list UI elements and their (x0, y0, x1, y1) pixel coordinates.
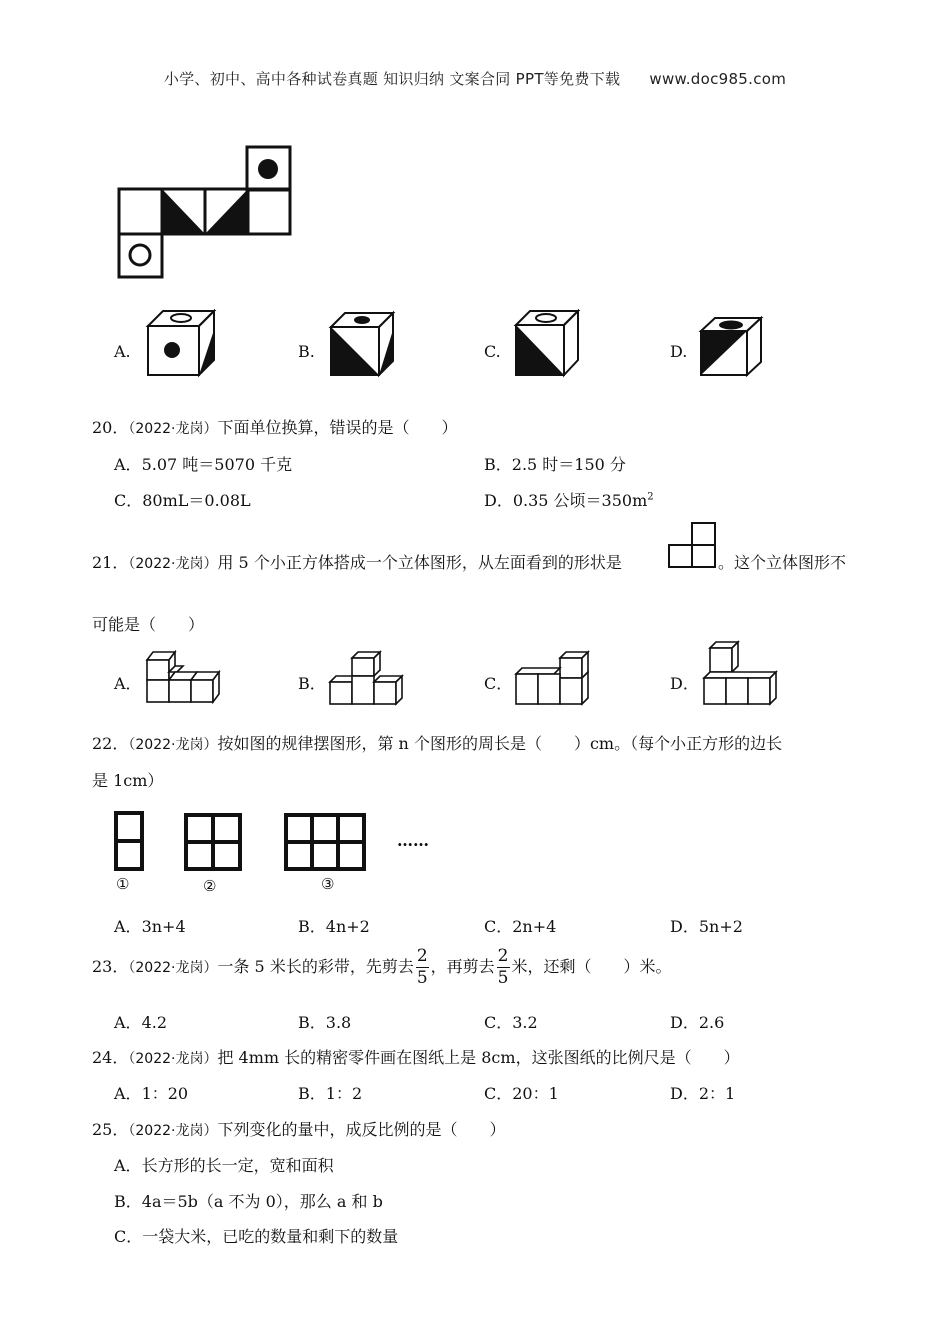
q25-tag: （2022·龙岗） (128, 1123, 218, 1139)
q24-option-d-text: 2：1 (698, 1084, 736, 1103)
q23-option-b-label: B． (298, 1013, 326, 1032)
cube-option-b-icon[interactable] (328, 310, 396, 378)
q22-option-d-text: 5n+2 (698, 917, 743, 936)
q23-option-c[interactable] (484, 1010, 538, 1033)
q20-option-a-label: A． (114, 455, 142, 474)
q21-stem2: 。这个立体图形不 (718, 553, 847, 572)
question-24 (92, 1045, 740, 1068)
q25-option-b-label: B． (114, 1192, 142, 1211)
header-text: 小学、初中、高中各种试卷真题 知识归纳 文案合同 PPT等免费下载 (163, 70, 621, 88)
q23-option-d[interactable] (670, 1010, 724, 1033)
q22-option-d-label: D． (670, 917, 699, 936)
pattern-ellipsis: …… (397, 831, 429, 850)
block-option-b-icon[interactable] (326, 650, 406, 708)
q24-option-b-text: 1：2 (325, 1084, 363, 1103)
q25-option-b[interactable] (114, 1189, 383, 1212)
q23-option-d-label: D． (670, 1013, 699, 1032)
q22-option-c-text: 2n+4 (512, 917, 557, 936)
q21-number: 21． (92, 553, 129, 572)
q22-option-b[interactable] (298, 914, 370, 937)
question-20 (92, 415, 457, 438)
pattern-label-3: ③ (321, 875, 335, 893)
q23-tag: （2022·龙岗） (128, 960, 218, 976)
q20-number: 20． (92, 418, 129, 437)
q20-option-c[interactable] (114, 488, 251, 511)
q23-option-a-label: A． (114, 1013, 142, 1032)
pattern-figure-2 (182, 812, 244, 872)
q22-option-a-text: 3n+4 (141, 917, 186, 936)
q20-tag: （2022·龙岗） (128, 421, 218, 437)
q20-option-d[interactable] (484, 488, 654, 511)
q21-option-b-label[interactable]: B． (298, 674, 326, 693)
q23-option-a-text: 4.2 (141, 1013, 168, 1032)
q25-option-a-text: 长方形的长一定，宽和面积 (141, 1156, 334, 1175)
q21-option-d-label[interactable]: D． (670, 674, 699, 693)
q23-frac2-den: 5 (497, 968, 509, 988)
q23-option-b[interactable] (298, 1010, 351, 1033)
q24-number: 24． (92, 1048, 129, 1067)
q23-option-a[interactable] (114, 1010, 167, 1033)
pattern-figure-1 (112, 810, 146, 872)
page-header (0, 68, 950, 89)
pattern-label-1: ① (116, 875, 130, 893)
block-option-c-icon[interactable] (512, 648, 594, 708)
q20-option-a-text: 5.07 吨＝5070 千克 (141, 455, 293, 474)
q22-stem2: 是 1cm） (92, 771, 164, 790)
q24-option-b[interactable] (298, 1081, 362, 1104)
q25-option-c[interactable] (114, 1224, 398, 1247)
question-23 (92, 948, 672, 987)
q23-stem3: 米，还剩（ ）米。 (511, 957, 672, 976)
q23-fraction-1 (416, 948, 429, 987)
q25-stem: 下列变化的量中，成反比例的是（ ） (217, 1120, 506, 1139)
q23-option-c-text: 3.2 (512, 1013, 538, 1032)
q24-option-c[interactable] (484, 1081, 559, 1104)
q24-tag: （2022·龙岗） (128, 1051, 218, 1067)
block-option-d-icon[interactable] (700, 640, 780, 708)
question-21-line1 (92, 550, 622, 573)
q20-option-c-label: C． (114, 491, 143, 510)
q20-option-b[interactable] (484, 452, 626, 475)
q24-option-c-text: 20：1 (512, 1084, 559, 1103)
q19-option-b-label[interactable]: B. (298, 342, 315, 361)
q22-option-b-label: B． (298, 917, 326, 936)
pattern-label-2: ② (203, 877, 217, 895)
q21-stem1: 用 5 个小正方体搭成一个立体图形，从左面看到的形状是 (217, 553, 622, 572)
q24-option-a-text: 1：20 (141, 1084, 189, 1103)
q22-option-a-label: A． (114, 917, 142, 936)
q22-option-c[interactable] (484, 914, 556, 937)
q20-stem: 下面单位换算，错误的是（ ） (217, 418, 458, 437)
q22-number: 22． (92, 734, 129, 753)
q22-stem1: 按如图的规律摆图形，第 n 个图形的周长是（ ）cm。（每个小正方形的边长 (217, 734, 783, 753)
q20-option-d-label: D． (484, 491, 513, 510)
q22-option-d[interactable] (670, 914, 743, 937)
q25-option-a-label: A． (114, 1156, 142, 1175)
q25-option-a[interactable] (114, 1153, 334, 1176)
question-22-line1 (92, 731, 782, 754)
q22-tag: （2022·龙岗） (128, 737, 218, 753)
cube-option-a-icon[interactable] (145, 308, 217, 378)
q22-option-a[interactable] (114, 914, 186, 937)
q23-stem1: 一条 5 米长的彩带，先剪去 (217, 957, 414, 976)
header-site: www.doc985.com (649, 70, 787, 88)
q20-option-c-text: 80mL＝0.08L (142, 491, 251, 510)
block-option-a-icon[interactable] (143, 646, 227, 708)
q25-number: 25． (92, 1120, 129, 1139)
q19-option-a-label[interactable]: A. (114, 342, 131, 361)
cube-option-c-icon[interactable] (513, 308, 581, 378)
q23-option-d-text: 2.6 (698, 1013, 725, 1032)
q24-option-a[interactable] (114, 1081, 188, 1104)
q19-option-d-label[interactable]: D. (670, 342, 688, 361)
cube-option-d-icon[interactable] (698, 315, 764, 378)
q25-option-b-text: 4a＝5b（a 不为 0），那么 a 和 b (141, 1192, 383, 1211)
cube-net-figure (112, 142, 297, 284)
q24-option-a-label: A． (114, 1084, 142, 1103)
q20-option-b-text: 2.5 时＝150 分 (511, 455, 626, 474)
q22-option-c-label: C． (484, 917, 513, 936)
q21-option-a-label[interactable]: A． (114, 674, 142, 693)
q21-tag: （2022·龙岗） (128, 556, 218, 572)
left-view-icon (666, 521, 718, 569)
q23-frac1-num: 2 (416, 946, 428, 966)
q23-stem2: ，再剪去 (430, 957, 495, 976)
q23-frac1-den: 5 (416, 968, 428, 988)
q24-stem: 把 4mm 长的精密零件画在图纸上是 8cm，这张图纸的比例尺是（ ） (217, 1048, 740, 1067)
q20-option-d-text: 0.35 公顷＝350m (512, 491, 648, 510)
pattern-figure-3 (282, 812, 368, 872)
q24-option-c-label: C． (484, 1084, 513, 1103)
q25-option-c-label: C． (114, 1227, 143, 1246)
q24-option-d[interactable] (670, 1081, 735, 1104)
q21-stem3: 可能是（ ） (92, 615, 205, 634)
q23-number: 23． (92, 957, 129, 976)
q24-option-d-label: D． (670, 1084, 699, 1103)
q23-option-c-label: C． (484, 1013, 513, 1032)
q20-option-b-label: B． (484, 455, 512, 474)
q21-option-c-label[interactable]: C． (484, 674, 513, 693)
q25-option-c-text: 一袋大米，已吃的数量和剩下的数量 (142, 1227, 399, 1246)
q23-frac2-num: 2 (497, 946, 509, 966)
question-25 (92, 1117, 505, 1140)
q20-option-d-sup: 2 (647, 491, 654, 503)
q24-option-b-label: B． (298, 1084, 326, 1103)
q23-fraction-2 (497, 948, 510, 987)
q19-option-c-label[interactable]: C. (484, 342, 501, 361)
q22-option-b-text: 4n+2 (325, 917, 370, 936)
q23-option-b-text: 3.8 (325, 1013, 352, 1032)
q20-option-a[interactable] (114, 452, 292, 475)
